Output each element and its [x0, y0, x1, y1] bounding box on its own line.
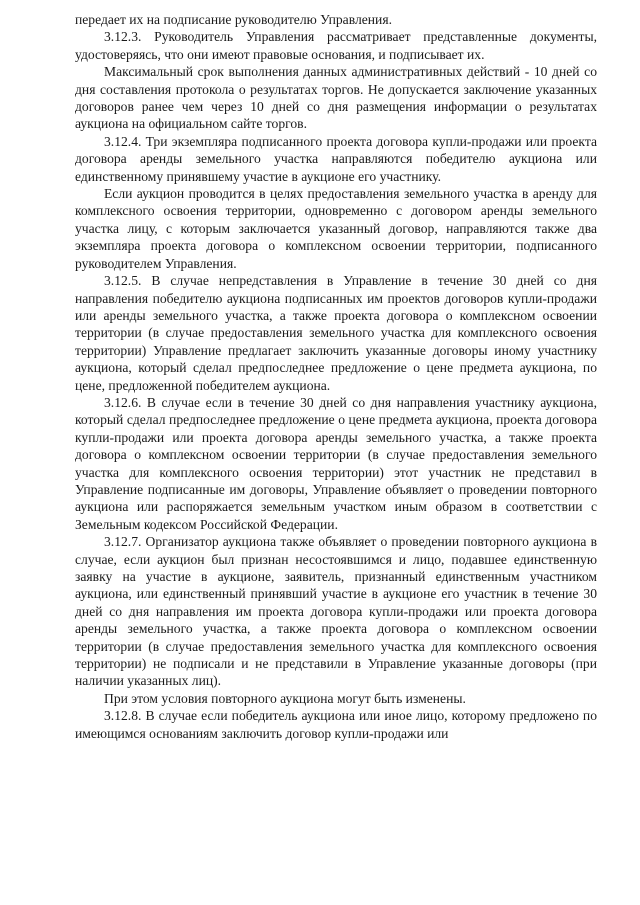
paragraph-3-12-6: 3.12.6. В случае если в течение 30 дней со дня направления участнику аукциона, который сделал предпоследнее предложение о цене предмета аукциона, проекта договора купли-продажи или проекта договора аренды земельного участка, а также проекта договора о комплексном освоении территории (в случае предоставления земельного участка для комплексного освоения территории) этот участник не представил в Управление подписанные им договоры, Управление объявляет о проведении повторного аукциона или распоряжается земельным участком иным образом в соответствии с Земельным кодексом Российской Федерации. [75, 394, 597, 532]
paragraph-continuation: передает их на подписание руководителю Управления. [75, 12, 392, 27]
paragraph-3-12-7: 3.12.7. Организатор аукциона также объявляет о проведении повторного аукциона в случае, если аукцион был признан несостоявшимся и лицо, подавшее единственную заявку на участие в аукционе, заявитель, признанный единственным участником аукциона, или единственный принявший участие в аукционе его участник в течение 30 дней со дня направления им проекта договора купли-продажи или проекта договора аренды земельного участка, а также проекта договора о комплексном освоении территории (в случае предоставления земельного участка для комплексного освоения территории) не подписали и не представили в Управление указанные договоры (при наличии указанных лиц). [75, 534, 597, 689]
document-page [75, 11, 597, 742]
paragraph-3-12-8: 3.12.8. В случае если победитель аукциона или иное лицо, которому предложено по имеющимся основаниям заключить договор купли-продажи или [75, 708, 597, 741]
paragraph-3-12-5: 3.12.5. В случае непредставления в Управление в течение 30 дней со дня направления победителю аукциона подписанных им проектов договоров купли-продажи или аренды земельного участка, а также проекта договора о комплексном освоении территории (в случае предоставления земельного участка для комплексного освоения территории) Управление предлагает заключить указанные договоры иному участнику аукциона, который сделал предпоследнее предложение о цене предмета аукциона, по цене, предложенной победителем аукциона. [75, 273, 597, 393]
paragraph-3-12-4: 3.12.4. Три экземпляра подписанного проекта договора купли-продажи или проекта договора аренды земельного участка направляются победителю аукциона или единственному принявшему участие в аукционе его участнику. [75, 133, 597, 184]
paragraph-repeat-auction-conditions: При этом условия повторного аукциона могут быть изменены. [104, 690, 466, 706]
paragraph-deadline: Максимальный срок выполнения данных административных действий - 10 дней со дня составления протокола о результатах торгов. Не допускается заключение указанных договоров ранее чем через 10 дней со дня размещения информации о результатах аукциона на официальном сайте торгов. [75, 64, 597, 132]
paragraph-complex-development: Если аукцион проводится в целях предоставления земельного участка в аренду для комплексного освоения территории, одновременно с договором аренды земельного участка лицу, с которым заключается указанный договор, направляются также два экземпляра проекта договора о комплексном освоении территории, подписанного руководителем Управления. [75, 186, 597, 271]
paragraph-3-12-3: 3.12.3. Руководитель Управления рассматривает представленные документы, удостоверяясь, что они имеют правовые основания, и подписывает их. [75, 29, 597, 62]
